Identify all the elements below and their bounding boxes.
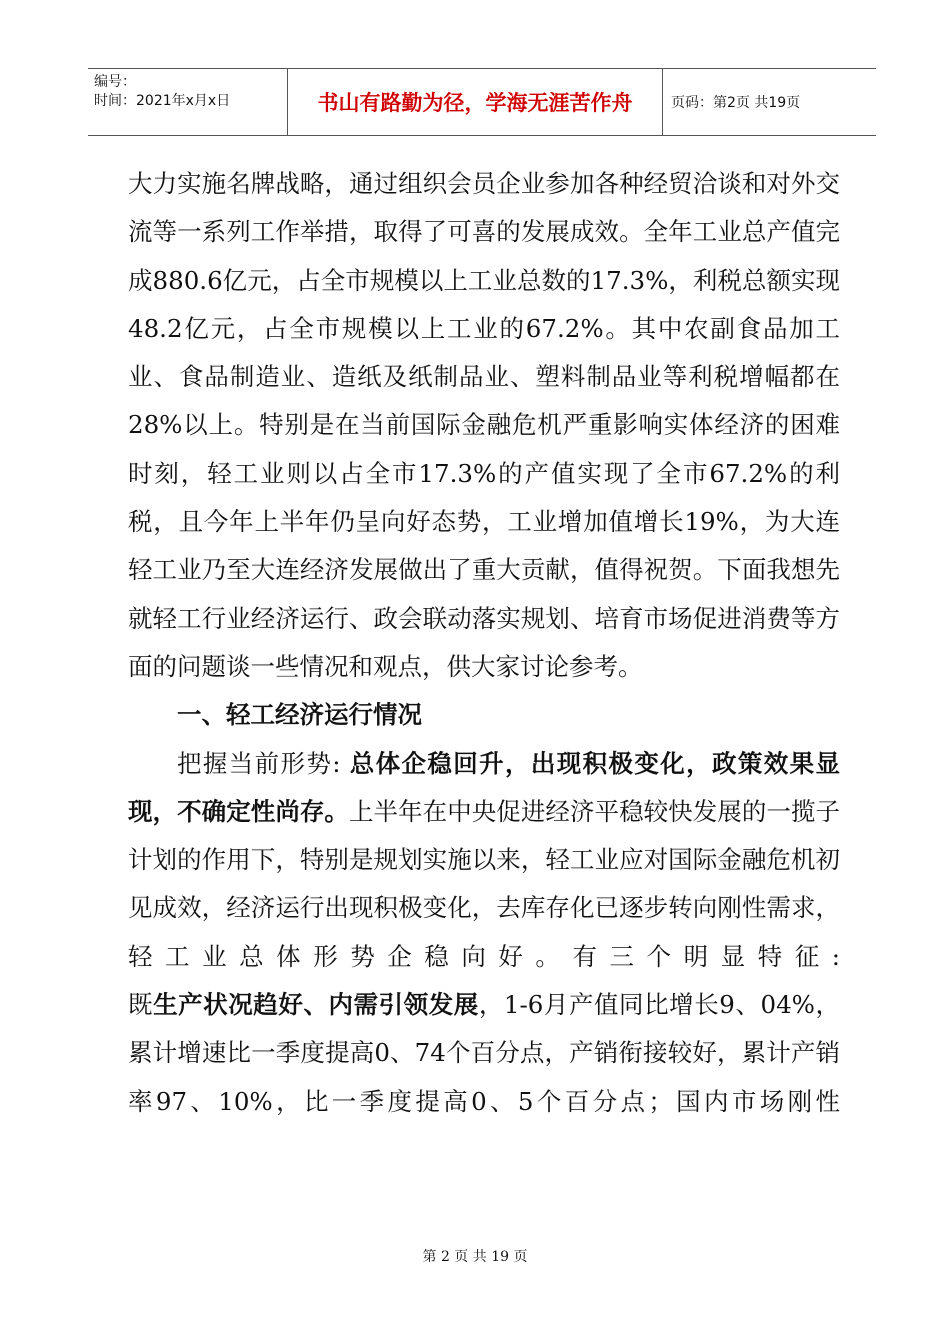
situation-detail: 上半年在中央促进经济平稳较快发展的一揽子计划的作用下，特别是规划实施以来，轻工业应对国际金融危机初见成效，经济运行出现积极变化，去库存化已逐步转向刚性需求，轻工业总体形势企稳向好。有三个明显特征: (128, 796, 841, 971)
paragraph-situation (128, 740, 840, 981)
header-meta (88, 69, 288, 135)
features-detail: ，1-6月产值同比增长9、04%，累计增速比一季度提高0、74个百分点，产销衔接较好，累计产销率97、10%，比一季度提高0、5个百分点；国内市场刚性 (128, 990, 841, 1116)
page-footer: 第 2 页 共 19 页 (422, 1249, 528, 1265)
paragraph-features (128, 981, 840, 1126)
header-page-number: 页码：第2页 共19页 (671, 95, 801, 111)
section-heading: 一、轻工经济运行情况 (177, 700, 422, 730)
situation-lead: 把握当前形势: (177, 748, 350, 778)
header-motto: 书山有路勤为径，学海无涯苦作舟 (288, 69, 663, 135)
paragraph-intro: 大力实施名牌战略，通过组织会员企业参加各种经贸洽谈和对外交流等一系列工作举措，取得了可喜的发展成效。全年工业总产值完成880.6亿元，占全市规模以上工业总数的17.3%，利税总额实现48.2亿元，占全市规模以上工业的67.2%。其中农副食品加工业、食品制造业、造纸及纸制品业、塑料制品业等利税增幅都在28%以上。特别是在当前国际金融危机严重影响实体经济的困难时刻，轻工业则以占全市17.3%的产值实现了全市67.2%的利税，且今年上半年仍呈向好态势，工业增加值增长19%，为大连轻工业乃至大连经济发展做出了重大贡献，值得祝贺。下面我想先就轻工行业经济运行、政会联动落实规划、培育市场促进消费等方面的问题谈一些情况和观点，供大家讨论参考。 (128, 169, 840, 681)
number-label: 编号： (94, 74, 136, 90)
page-header (88, 68, 876, 136)
situation-summary: 总体企稳回升，出现积极变化，政策效果显现，不确定性尚存。 (128, 748, 841, 826)
document-body (128, 160, 840, 1126)
features-lead: 既 (128, 990, 154, 1020)
features-highlight: 生产状况趋好、内需引领发展 (153, 990, 479, 1020)
time-label: 时间：2021年x月x日 (94, 93, 231, 109)
